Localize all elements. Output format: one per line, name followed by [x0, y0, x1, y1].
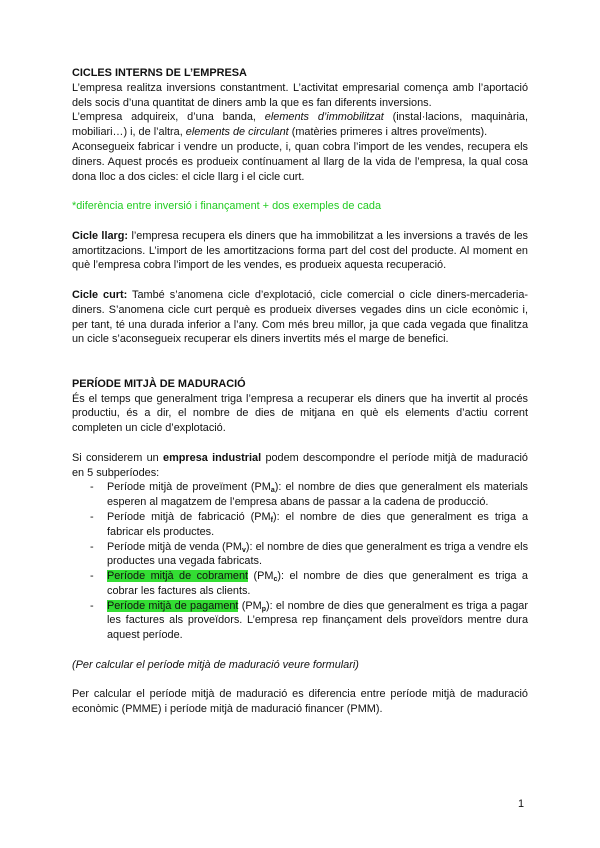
bold-empresa-industrial: empresa industrial: [163, 451, 262, 464]
item-subscript: v: [242, 546, 246, 554]
section-heading-cicles: CICLES INTERNS DE L’EMPRESA: [72, 67, 247, 79]
subperiods-list: [72, 480, 528, 643]
item-name: Període mitjà de fabricació (PM: [107, 510, 271, 523]
list-item: [90, 480, 528, 510]
highlighted-item-name: Període mitjà de cobrament: [107, 570, 249, 583]
item-text: ): el nombre de dies que generalment es triga a fabricar els productes.: [107, 510, 528, 538]
text-span: L’empresa adquireix, d’una banda,: [72, 111, 265, 124]
green-note: *diferència entre inversió i finançament + dos exemples de cada: [72, 200, 382, 213]
list-item: [90, 599, 528, 643]
label-cicle-llarg: Cicle llarg:: [72, 229, 129, 242]
item-subscript: f: [270, 516, 273, 524]
text-cicle-llarg: l’empresa recupera els diners que ha immobilitzat a les inversions a través de les amortitzacions. L’import de les amortitzacions forma part del cost del producte. Al moment en què l’empresa cobra l’import de les vendes, es produeix aquesta recuperació.: [72, 229, 528, 272]
paragraph-pmme-pmm: Per calcular el període mitjà de maduració es diferencia entre període mitjà de maduració econòmic (PMME) i període mitjà de maduració financer (PMM).: [72, 688, 528, 716]
item-text: ): el nombre de dies que generalment els materials esperen al magatzem de l’empresa abans de passar a la cadena de producció.: [107, 481, 529, 509]
emphasis-immobilitzat: elements d’immobilitzat: [264, 111, 384, 124]
item-text: ): el nombre de dies que generalment es triga a vendre els productes una vegada fabricats.: [107, 540, 529, 568]
item-subscript: c: [273, 576, 278, 584]
emphasis-circulant: elements de circulant: [185, 126, 289, 139]
paragraph-cicle-curt: [72, 288, 528, 347]
item-text: ): el nombre de dies que generalment es triga a pagar les factures als proveïdors. L’empresa rep finançament dels proveïdors mentre dura aquest període.: [107, 599, 528, 642]
paragraph-elements: [72, 110, 528, 140]
item-subscript: p: [261, 605, 266, 613]
item-subscript: a: [270, 487, 275, 495]
text-span: Si considerem un: [72, 451, 164, 464]
paragraph-intro: L’empresa realitza inversions constantment. L’activitat empresarial comença amb l’aportació dels socis d’una quantitat de diners amb la que es fan diferents inversions.: [72, 81, 528, 109]
item-name: Període mitjà de venda (PM: [107, 540, 242, 553]
highlighted-item-name: Període mitjà de pagament: [107, 599, 239, 612]
formula-note: [72, 658, 528, 673]
paragraph-empresa-industrial: [72, 451, 528, 481]
label-cicle-curt: Cicle curt:: [72, 288, 128, 301]
item-text: ): el nombre de dies que generalment es triga a cobrar les factures als clients.: [107, 570, 528, 597]
text-span: podem descompondre el període mitjà de maduració en 5 subperíodes:: [72, 451, 528, 479]
paragraph-definicio: És el temps que generalment triga l’empresa a recuperar els diners que ha invertit al procés productiu, és a dir, el nombre de dies de mitjana en què els elements d’actiu corrent completen un cicle d’explotació.: [72, 392, 528, 435]
page-number: 1: [517, 798, 524, 810]
list-item: [90, 510, 528, 540]
paragraph-cicles: Aconsegueix fabricar i vendre un producte, i, quan cobra l’import de les vendes, recupera els diners. Aquest procés es produeix contínuament al llarg de la vida de l’empresa, la qual cosa dona lloc a dos cicles: el cicle llarg i el cicle curt.: [72, 140, 528, 183]
formula-note-text: (Per calcular el període mitjà de maduració veure formulari): [72, 658, 359, 671]
item-name: Període mitjà de proveïment (PM: [107, 481, 271, 494]
page-content: [72, 66, 528, 717]
text-cicle-curt: També s’anomena cicle d’explotació, cicle comercial o cicle diners-mercaderia-diners. S’anomena cicle curt perquè es produeix diverses vegades dins un cicle econòmic i, per tant, té una durada inferior a l’any. Com més breu millor, ja que cada vegada que finalitza un cicle s’aconsegueix recuperar els diners invertits més el marge de benefici.: [72, 288, 529, 346]
item-prefix: (PM: [238, 599, 262, 612]
list-item: [90, 569, 528, 599]
item-prefix: (PM: [248, 570, 274, 583]
text-span: (instal·lacions, maquinària, mobiliari…) i, de l’altra,: [72, 111, 528, 139]
paragraph-cicle-llarg: [72, 229, 528, 273]
text-span: (matèries primeres i altres proveïments).: [288, 126, 488, 139]
section-heading-periode: PERÍODE MITJÀ DE MADURACIÓ: [72, 377, 246, 390]
list-item: [90, 540, 528, 570]
